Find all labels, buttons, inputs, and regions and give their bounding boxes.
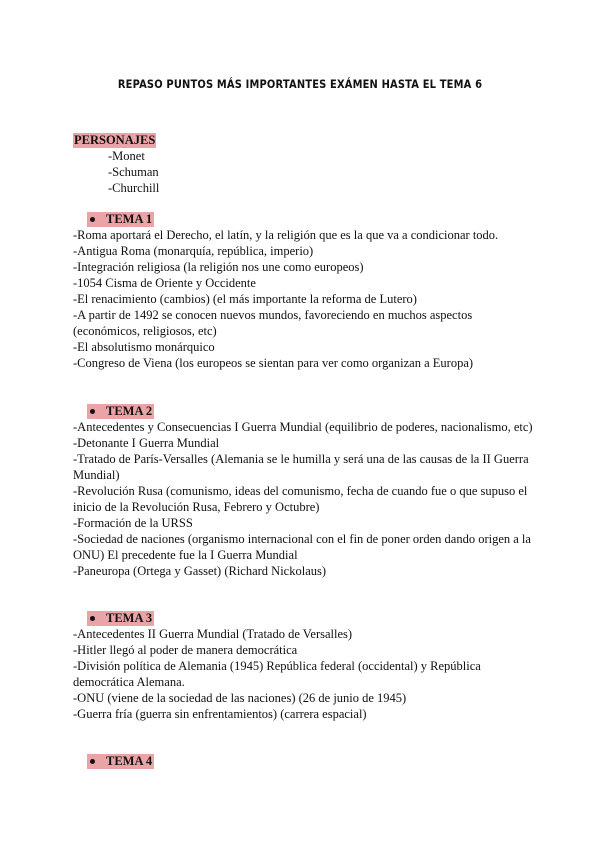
bullet-icon (90, 409, 95, 414)
personaje-item: -Monet (108, 149, 145, 163)
list-item: -Hitler llegó al poder de manera democrática (73, 643, 298, 657)
list-item: -Antecedentes II Guerra Mundial (Tratado de Versalles) (73, 627, 353, 641)
list-item: -ONU (viene de la sociedad de las naciones) (26 de junio de 1945) (73, 691, 407, 705)
tema-3-label: TEMA 3 (106, 611, 153, 625)
list-item: -1054 Cisma de Oriente y Occidente (73, 276, 256, 290)
tema-2-list (73, 419, 533, 579)
list-item: -División política de Alemania (1945) República federal (occidental) y República democrática Alemana. (73, 659, 481, 689)
tema-1-label: TEMA 1 (106, 212, 153, 226)
tema-2-label: TEMA 2 (106, 404, 153, 418)
bullet-icon (90, 759, 95, 764)
personaje-item: -Churchill (108, 181, 160, 195)
list-item: -El absolutismo monárquico (73, 340, 215, 354)
list-item: -A partir de 1492 se conocen nuevos mundos, favoreciendo en muchos aspectos (económicos, religiosos, etc) (73, 308, 473, 338)
list-item: -Sociedad de naciones (organismo internacional con el fin de poner orden dando origen a la ONU) El precedente fue la I Guerra Mundial (73, 532, 531, 562)
document-title: REPASO PUNTOS MÁS IMPORTANTES EXÁMEN HASTA EL TEMA 6 (117, 77, 483, 91)
list-item: -Antigua Roma (monarquía, república, imperio) (73, 244, 314, 258)
list-item: -Guerra fría (guerra sin enfrentamientos) (carrera espacial) (73, 707, 367, 721)
list-item: -Congreso de Viena (los europeos se sientan para ver como organizan a Europa) (73, 356, 474, 370)
list-item: -Revolución Rusa (comunismo, ideas del comunismo, fecha de cuando fue o que supuso el inicio de la Revolución Rusa, Febrero y Octubre) (73, 484, 528, 514)
tema-2-heading (87, 404, 154, 419)
list-item: -Antecedentes y Consecuencias I Guerra Mundial (equilibrio de poderes, nacionalismo, etc) (73, 420, 533, 434)
list-item: -Formación de la URSS (73, 516, 193, 530)
tema-1-heading (87, 212, 154, 227)
personajes-heading: PERSONAJES (74, 133, 156, 147)
list-item: -Tratado de París-Versalles (Alemania se le humilla y será una de las causas de la II Guerra Mundial) (73, 452, 529, 482)
tema-3-heading (87, 611, 154, 626)
list-item: -El renacimiento (cambios) (el más importante la reforma de Lutero) (73, 292, 417, 306)
tema-4-label: TEMA 4 (106, 754, 153, 768)
bullet-icon (90, 616, 95, 621)
list-item: -Detonante I Guerra Mundial (73, 436, 220, 450)
tema-4-heading (87, 754, 154, 769)
list-item: -Roma aportará el Derecho, el latín, y la religión que es la que va a condicionar todo. (73, 228, 499, 242)
bullet-icon (90, 217, 95, 222)
list-item: -Paneuropa (Ortega y Gasset) (Richard Nickolaus) (73, 564, 327, 578)
list-item: -Integración religiosa (la religión nos une como europeos) (73, 260, 364, 274)
tema-3-list (73, 626, 533, 722)
personaje-item: -Schuman (108, 165, 159, 179)
tema-1-list (73, 227, 533, 371)
